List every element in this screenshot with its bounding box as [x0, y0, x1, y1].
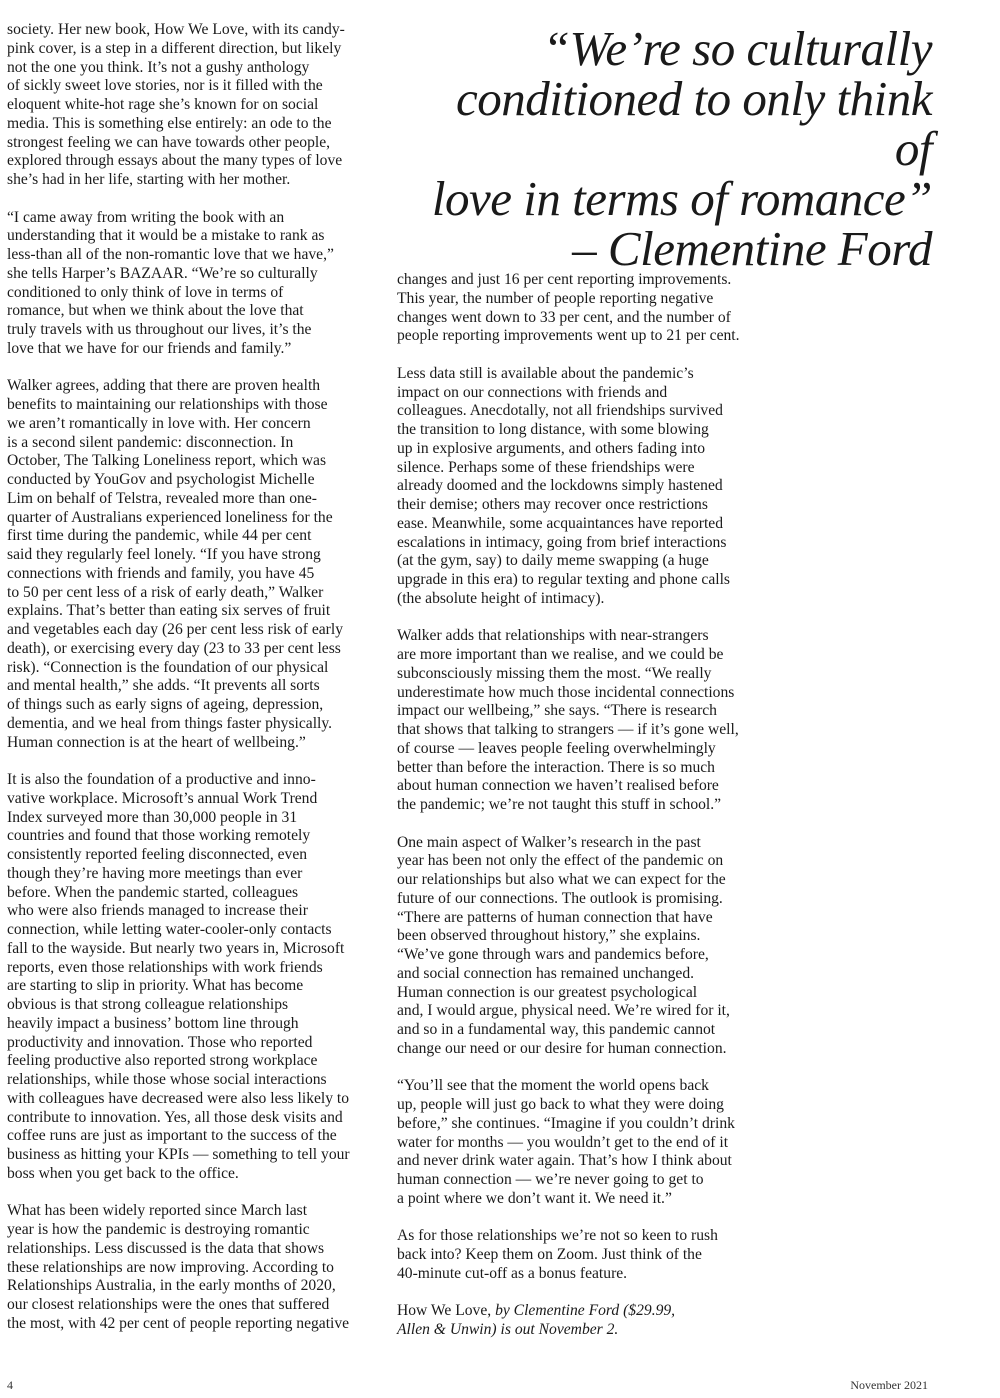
body-paragraph: What has been widely reported since March last year is how the pandemic is destroying romantic relationships. Less discussed is the data that shows these relationships are now improving. According to Relationships Australia, in the early months of 2020, our closest relationships were the ones that suffered the most, with 42 per cent of people reporting negative — [7, 1202, 350, 1332]
pull-quote-attribution: – Clementine Ford — [572, 221, 932, 276]
body-paragraph: society. Her new book, How We Love, with its candy- pink cover, is a step in a different direction, but likely not the one you think. It’s not a gushy anthology of sickly sweet love stories, nor is it filled with the eloquent white-hot rage she’s known for on social media. This is something else entirely: an ode to the strongest feeling we can have towards other people, explored through essays about the many types of love she’s had in her life, starting with her mother. — [7, 21, 345, 188]
pull-quote — [412, 21, 932, 276]
pull-quote-line: conditioned to only think of — [455, 71, 932, 176]
body-paragraph: Walker agrees, adding that there are proven health benefits to maintaining our relationships with those we aren’t romantically in love with. Her concern is a second silent pandemic: disconnection. In October, The Talking Loneliness report, which was conducted by YouGov and psychologist Michelle Lim on behalf of Telstra, revealed more than one- quarter of Australians experienced loneliness for the first time during the pandemic, while 44 per cent said they regularly feel lonely. “If you have strong connections with friends and family, you have 45 to 50 per cent less of a risk of early death,” Walker explains. That’s better than eating six serves of fruit and vegetables each day (26 per cent less risk of early death), or exercising every day (23 to 33 per cent less risk). “Connection is the foundation of our physical and mental health,” she adds. “It prevents all sorts of things such as early signs of ageing, depression, dementia, and we heal from things faster physically. Human connection is at the heart of wellbeing.” — [7, 377, 343, 751]
page-number: 4 — [7, 1378, 13, 1392]
body-paragraph: As for those relationships we’re not so keen to rush back into? Keep them on Zoom. Just think of the 40-minute cut-off as a bonus feature. — [397, 1227, 718, 1282]
body-paragraph: changes and just 16 per cent reporting improvements. This year, the number of people reporting negative changes went down to 33 per cent, and the number of people reporting improvements went up to 21 per cent. — [397, 271, 740, 345]
book-credit-details: by Clementine Ford ($29.99, Allen & Unwin) is out November 2. — [397, 1302, 676, 1338]
body-paragraph: Less data still is available about the pandemic’s impact on our connections with friends and colleagues. Anecdotally, not all friendships survived the transition to long distance, with some blowing up in explosive arguments, and others fading into silence. Perhaps some of these friendships were already doomed and the lockdowns simply hastened their demise; others may recover once restrictions ease. Meanwhile, some acquaintances have reported escalations in intimacy, going from brief interactions (at the gym, say) to daily meme swapping (a huge upgrade in this era) to regular texting and phone calls (the absolute height of intimacy). — [397, 364, 730, 607]
pull-quote-line: love in terms of romance” — [431, 171, 932, 226]
book-credit-title: How We Love, — [397, 1302, 492, 1320]
left-text-column — [7, 21, 392, 1334]
body-paragraph: Walker adds that relationships with near-strangers are more important than we realise, and we could be subconsciously missing them the most. “We really underestimate how much those incidental connections impact our wellbeing,” she says. “There is research that shows that talking to strangers — if it’s gone well, of course — leaves people feeling overwhelmingly better than before the interaction. There is so much about human connection we haven’t realised before the pandemic; we’re not taught this stuff in school.” — [397, 627, 739, 813]
book-credit — [397, 1302, 777, 1340]
body-paragraph: “I came away from writing the book with an understanding that it would be a mistake to rank as less-than all of the non-romantic love that we have,” she tells Harper’s BAZAAR. “We’re so culturally conditioned to only think of love in terms of romance, but when we think about the love that truly travels with us throughout our lives, it’s the love that we have for our friends and family.” — [7, 208, 334, 357]
issue-date: November 2021 — [850, 1378, 928, 1392]
body-paragraph: It is also the foundation of a productive and inno- vative workplace. Microsoft’s annual Work Trend Index surveyed more than 30,000 people in 31 countries and found that those working remotely consistently reported feeling disconnected, even though they’re having more meetings than ever before. When the pandemic started, colleagues who were also friends managed to increase their connection, while letting water-cooler-only contacts fall to the wayside. But nearly two years in, Microsoft reports, even those relationships with work friends are starting to slip in priority. What has become obvious is that strong colleague relationships heavily impact a business’ bottom line through productivity and innovation. Those who reported feeling productive also reported strong workplace relationships, while those whose social interactions with colleagues have decreased were also less likely to contribute to innovation. Yes, all those desk visits and coffee runs are just as important to the success of the business as hitting your KPIs — something to tell your boss when you get back to the office. — [7, 771, 350, 1182]
right-text-column — [397, 271, 777, 1340]
body-paragraph: One main aspect of Walker’s research in the past year has been not only the effect of the pandemic on our relationships but also what we can expect for the future of our connections. The outlook is promising. “There are patterns of human connection that have been observed throughout history,” she explains. “We’ve gone through wars and pandemics before, and social connection has remained unchanged. Human connection is our greatest psychological and, I would argue, physical need. We’re wired for it, and so in a fundamental way, this pandemic cannot change our need or our desire for human connection. — [397, 833, 730, 1057]
pull-quote-line: “We’re so culturally — [542, 21, 932, 76]
body-paragraph: “You’ll see that the moment the world opens back up, people will just go back to what they were doing before,” she continues. “Imagine if you couldn’t drink water for months — you wouldn’t get to the end of it and never drink water again. That’s how I think about human connection — we’re never going to get to a point where we don’t want it. We need it.” — [397, 1077, 735, 1207]
